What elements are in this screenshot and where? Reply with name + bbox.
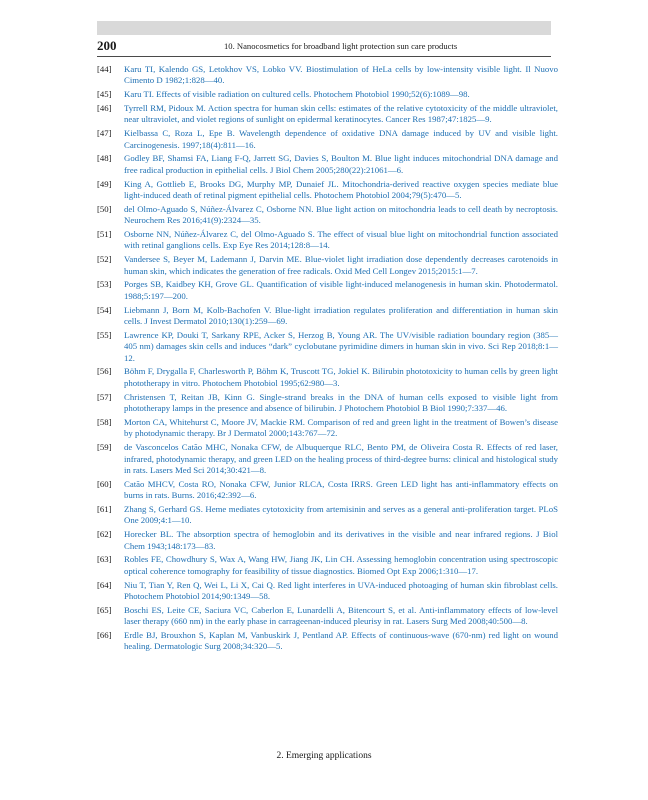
reference-item[interactable] [97,366,558,389]
reference-text[interactable]: Christensen T, Reitan JB, Kinn G. Single-strand breaks in the DNA of human cells exposed to visible light from phototherapy lamps in the presence and absence of bilirubin. J Photochem Photobiol B Biol 1990;7:337—46. [124,391,558,414]
reference-item[interactable] [97,417,558,440]
reference-item[interactable] [97,479,558,502]
reference-text[interactable]: Karu TI. Effects of visible radiation on cultured cells. Photochem Photobiol 1990;52(6):1089—98. [124,89,470,100]
reference-item[interactable] [97,64,558,87]
section-footer: 2. Emerging applications [276,751,372,761]
page-number: 200 [97,38,117,53]
reference-number: [47] [97,128,112,139]
reference-number: [59] [97,442,112,453]
reference-item[interactable] [97,442,558,476]
reference-number: [44] [97,64,112,74]
reference-item[interactable] [97,179,558,202]
reference-number: [66] [97,629,112,640]
reference-text[interactable]: Lawrence KP, Douki T, Sarkany RPE, Acker S, Herzog B, Young AR. The UV/visible radiation boundary region (385—405 nm) damages skin cells and induces “dark” cyclobutane pyrimidine dimers in human skin in vivo. Sci Rep 2018;8:1—12. [124,329,558,363]
reference-text[interactable]: del Olmo-Aguado S, Núñez-Álvarez C, Osborne NN. Blue light action on mitochondria leads to cell death by necroptosis. Neurochem Res 2016;41(9):2324—35. [124,203,558,226]
reference-text[interactable]: Horecker BL. The absorption spectra of hemoglobin and its derivatives in the visible and near infrared regions. J Biol Chem 1943;148:173—83. [124,529,558,551]
reference-item[interactable] [97,605,558,628]
reference-text[interactable]: Robles FE, Chowdhury S, Wax A, Wang HW, Jiang JK, Lin CH. Assessing hemoglobin concentration using spectroscopic optical coherence tomography for feasibility of tissue diagnostics. Biomed Opt Exp 2006;1:310—17. [124,554,558,576]
reference-text[interactable]: Kielbassa C, Roza L, Epe B. Wavelength dependence of oxidative DNA damage induced by UV and visible light. Carcinogenesis. 1997;18(4):811—16. [124,128,558,150]
reference-number: [50] [97,203,112,214]
reference-text[interactable]: Godley BF, Shamsi FA, Liang F-Q, Jarrett SG, Davies S, Boulton M. Blue light induces mitochondrial DNA damage and free radical production in epithelial cells. J Biol Chem 2005;280(22):21061—6. [124,153,558,175]
reference-item[interactable] [97,580,558,603]
reference-item[interactable] [97,204,558,227]
reference-item[interactable] [97,153,558,176]
reference-item[interactable] [97,529,558,552]
reference-number: [53] [97,279,112,290]
reference-item[interactable] [97,89,558,100]
reference-number: [62] [97,529,112,540]
reference-item[interactable] [97,229,558,252]
reference-item[interactable] [97,103,558,126]
reference-text[interactable]: Böhm F, Drygalla F, Charlesworth P, Böhm K, Truscott TG, Jokiel K. Bilirubin phototoxicity to human cells by green light phototherapy in vitro. Photochem Photobiol 1995;62:980—3. [124,366,558,388]
reference-list [97,64,558,655]
reference-number: [46] [97,102,112,113]
reference-number: [54] [97,304,112,315]
reference-text[interactable]: Porges SB, Kaidbey KH, Grove GL. Quantification of visible light-induced melanogenesis in human skin. Photodermatol. 1988;5:197—200. [124,279,558,301]
reference-item[interactable] [97,504,558,527]
reference-text[interactable]: Osborne NN, Núñez-Álvarez C, del Olmo-Aguado S. The effect of visual blue light on mitochondrial function associated with retinal ganglions cells. Exp Eye Res 2014;128:8—14. [124,228,558,251]
page-header [97,38,551,57]
reference-item[interactable] [97,630,558,653]
reference-item[interactable] [97,279,558,302]
reference-text[interactable]: Vandersee S, Beyer M, Lademann J, Darvin ME. Blue-violet light irradiation dose dependently decreases carotenoids in human skin, which indicates the generation of free radicals. Oxid Med Cell Longev 2015;2015:1—7. [124,254,558,276]
reference-text[interactable]: Erdle BJ, Brouxhon S, Kaplan M, Vanbuskirk J, Pentland AP. Effects of continuous-wave (670-nm) red light on wound healing. Dermatologic Surg 2008;34:320—5. [124,629,558,652]
reference-number: [55] [97,329,112,340]
reference-number: [65] [97,604,112,615]
reference-number: [60] [97,478,112,489]
reference-text[interactable]: Liebmann J, Born M, Kolb-Bachofen V. Blue-light irradiation regulates proliferation and differentiation in human skin cells. J Invest Dermatol 2010;130(1):259—69. [124,304,558,327]
reference-number: [63] [97,554,112,565]
reference-number: [58] [97,416,112,427]
reference-text[interactable]: Catão MHCV, Costa RO, Nonaka CFW, Junior RLCA, Costa IRRS. Green LED light has anti-inflammatory effects on burns in rats. Burns. 2016;42:392—6. [124,478,558,501]
reference-text[interactable]: Morton CA, Whitehurst C, Moore JV, Mackie RM. Comparison of red and green light in the treatment of Bowen’s disease by photodynamic therapy. Br J Dermatol 2000;143:767—72. [124,416,558,439]
reference-item[interactable] [97,330,558,364]
reference-number: [51] [97,228,112,239]
header-band [97,21,551,35]
reference-number: [49] [97,178,112,189]
reference-number: [56] [97,366,112,377]
reference-number: [61] [97,503,112,514]
reference-text[interactable]: Karu TI, Kalendo GS, Letokhov VS, Lobko VV. Biostimulation of HeLa cells by low-intensity visible light. Il Nuovo Cimento D 1982;1:828—40. [124,64,558,86]
reference-number: [48] [97,153,112,164]
reference-number: [52] [97,254,112,265]
running-title: 10. Nanocosmetics for broadband light protection sun care products [224,41,458,51]
reference-number: [57] [97,391,112,402]
reference-text[interactable]: Tyrrell RM, Pidoux M. Action spectra for human skin cells: estimates of the relative cytotoxicity of the middle ultraviolet, near ultraviolet, and violet regions of sunlight on epidermal keratinocytes. Cancer Res 1987;47:1825—9. [124,102,558,125]
reference-number: [64] [97,579,112,590]
reference-text[interactable]: Boschi ES, Leite CE, Saciura VC, Caberlon E, Lunardelli A, Bitencourt S, et al. Anti-inflammatory effects of low-level laser therapy (660 nm) in the early phase in carrageenan-induced pleurisy in rat. Lasers Surg Med 2008;40:500—8. [124,604,558,627]
reference-item[interactable] [97,128,558,151]
reference-text[interactable]: de Vasconcelos Catão MHC, Nonaka CFW, de Albuquerque RLC, Bento PM, de Oliveira Costa R. Effects of red laser, infrared, photodynamic therapy, and green LED on the healing process of third-degree burns: clinical and histological study in rats. Lasers Med Sci 2014;30:421—8. [124,442,558,475]
reference-text[interactable]: Niu T, Tian Y, Ren Q, Wei L, Li X, Cai Q. Red light interferes in UVA-induced photoaging of human skin fibroblast cells. Photochem Photobiol 2014;90:1349—58. [124,579,558,601]
reference-item[interactable] [97,254,558,277]
reference-item[interactable] [97,554,558,577]
reference-number: [45] [97,89,112,100]
reference-item[interactable] [97,305,558,328]
reference-text[interactable]: King A, Gottlieb E, Brooks DG, Murphy MP, Dunaief JL. Mitochondria-derived reactive oxygen species mediate blue light-induced death of retinal pigment epithelial cells. Photochem Photobiol 2004;79(5):470—5. [124,178,558,201]
reference-item[interactable] [97,392,558,415]
reference-text[interactable]: Zhang S, Gerhard GS. Heme mediates cytotoxicity from artemisinin and serves as a general anti-proliferation target. PLoS One 2009;4:1—10. [124,503,558,526]
